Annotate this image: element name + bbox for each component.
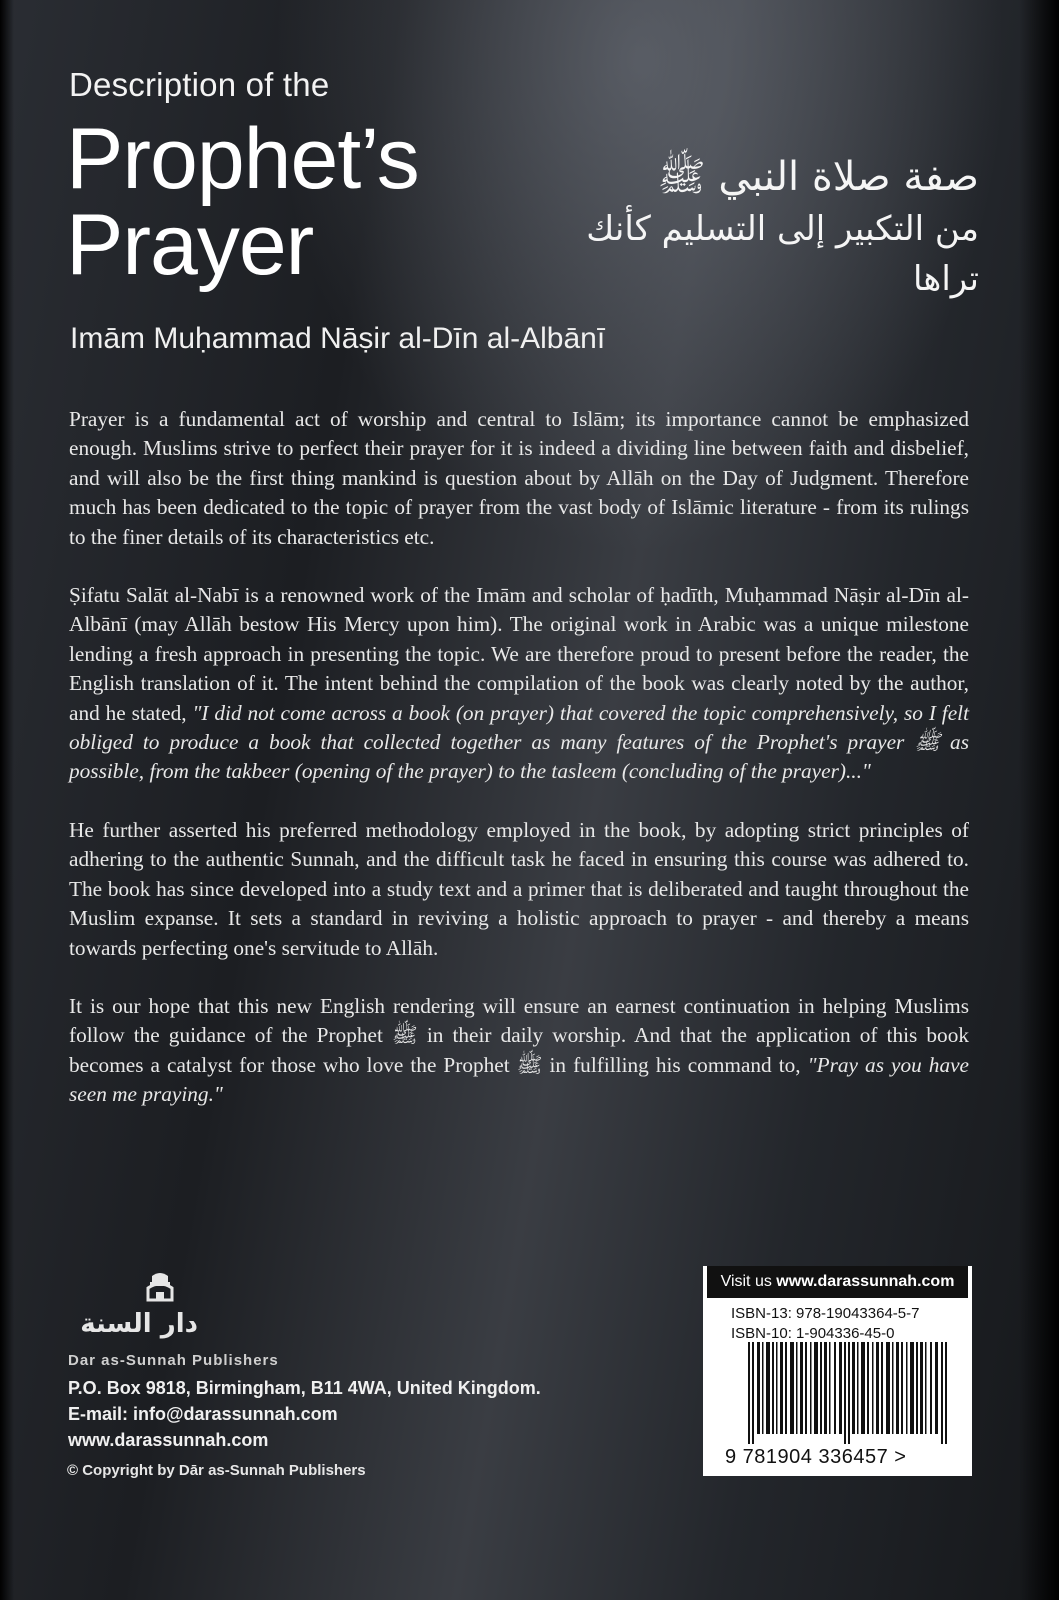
book-subtitle: Description of the [69, 66, 330, 103]
book-title-line: Prophet’s [66, 111, 419, 207]
blurb [69, 405, 969, 1139]
cover-edge-shadow [1019, 0, 1059, 1600]
barcode-icon [748, 1342, 948, 1444]
visit-banner [707, 1266, 968, 1298]
publisher-contact [68, 1375, 541, 1453]
hadith-quote: "Pray as you have seen me praying." [69, 1052, 970, 1107]
arabic-title-line: صفة صلاة النبي ﷺ [657, 154, 979, 200]
publisher-logo-text: دار السنة [80, 1309, 198, 1339]
blurb-paragraph [69, 581, 969, 787]
arabic-title-line: من التكبير إلى التسليم كأنك تراها [586, 209, 979, 299]
isbn-13: ISBN-13: 978-19043364-5-7 [731, 1305, 920, 1322]
author-name: Imām Muḥammad Nāṣir al-Dīn al-Albānī [70, 322, 606, 355]
blurb-paragraph: Prayer is a fundamental act of worship and central to Islām; its importance cannot be emphasized enough. Muslims strive to perfect their prayer for it is indeed a dividing line between faith and disbelief, and will also be the first thing mankind is question about by Allāh on the Day of Judgment. Therefore much has been dedicated to the topic of prayer from the vast body of Islāmic literature - from its rulings to the finer details of its characteristics etc. [69, 407, 969, 549]
barcode-digits: 9 781904 336457 > [725, 1446, 907, 1468]
copyright-notice: © Copyright by Dār as-Sunnah Publishers [67, 1462, 366, 1479]
publisher-address: P.O. Box 9818, Birmingham, B11 4WA, United Kingdom. [68, 1378, 541, 1398]
blurb-paragraph [69, 992, 969, 1110]
arabic-title [579, 150, 979, 304]
visit-url: www.darassunnah.com [776, 1273, 955, 1290]
publisher-website: www.darassunnah.com [68, 1430, 269, 1450]
publisher-name: Dar as-Sunnah Publishers [68, 1352, 279, 1369]
isbn-10: ISBN-10: 1-904336-45-0 [731, 1325, 895, 1342]
barcode-panel [703, 1266, 972, 1476]
book-title [66, 111, 419, 293]
paragraph-text: It is our hope that this new English rendering will ensure an earnest continuation in helping Muslims follow the guidance of the Prophet ﷺ in their daily worship. And that the application of this book becomes a catalyst for those who love the Prophet ﷺ in fulfilling his command to, [69, 993, 969, 1077]
book-title-line: Prayer [66, 197, 314, 293]
publisher-logo-icon [70, 1270, 220, 1340]
cover-edge-shadow [0, 0, 14, 1600]
visit-prefix: Visit us [720, 1273, 777, 1290]
publisher-logo [70, 1270, 220, 1340]
blurb-paragraph: He further asserted his preferred methodology employed in the book, by adopting strict principles of adhering to the authentic Sunnah, and the difficult task he faced in ensuring this course was adhered to. The book has since developed into a study text and a primer that is deliberated and taught throughout the Muslim expanse. It sets a standard in reviving a holistic approach to prayer - and thereby a means towards perfecting one's servitude to Allāh. [69, 817, 969, 960]
publisher-email: E-mail: info@darassunnah.com [68, 1404, 338, 1424]
paragraph-text: Ṣifatu Salāt al-Nabī is a renowned work of the Imām and scholar of ḥadīth, Muḥammad Nāṣir al-Dīn al-Albānī (may Allāh bestow His Mercy upon him). The original work in Arabic was a unique milestone lending a fresh approach in presenting the topic. We are therefore proud to present before the reader, the English translation of it. The intent behind the compilation of the book was clearly noted by the author, and he stated, [69, 583, 969, 725]
author-quote: "I did not come across a book (on prayer) that covered the topic comprehensively, so I felt obliged to produce a book that collected together as many features of the Prophet's prayer ﷺ as possible, from the takbeer (opening of the prayer) to the tasleem (concluding of the prayer)..." [69, 700, 969, 784]
